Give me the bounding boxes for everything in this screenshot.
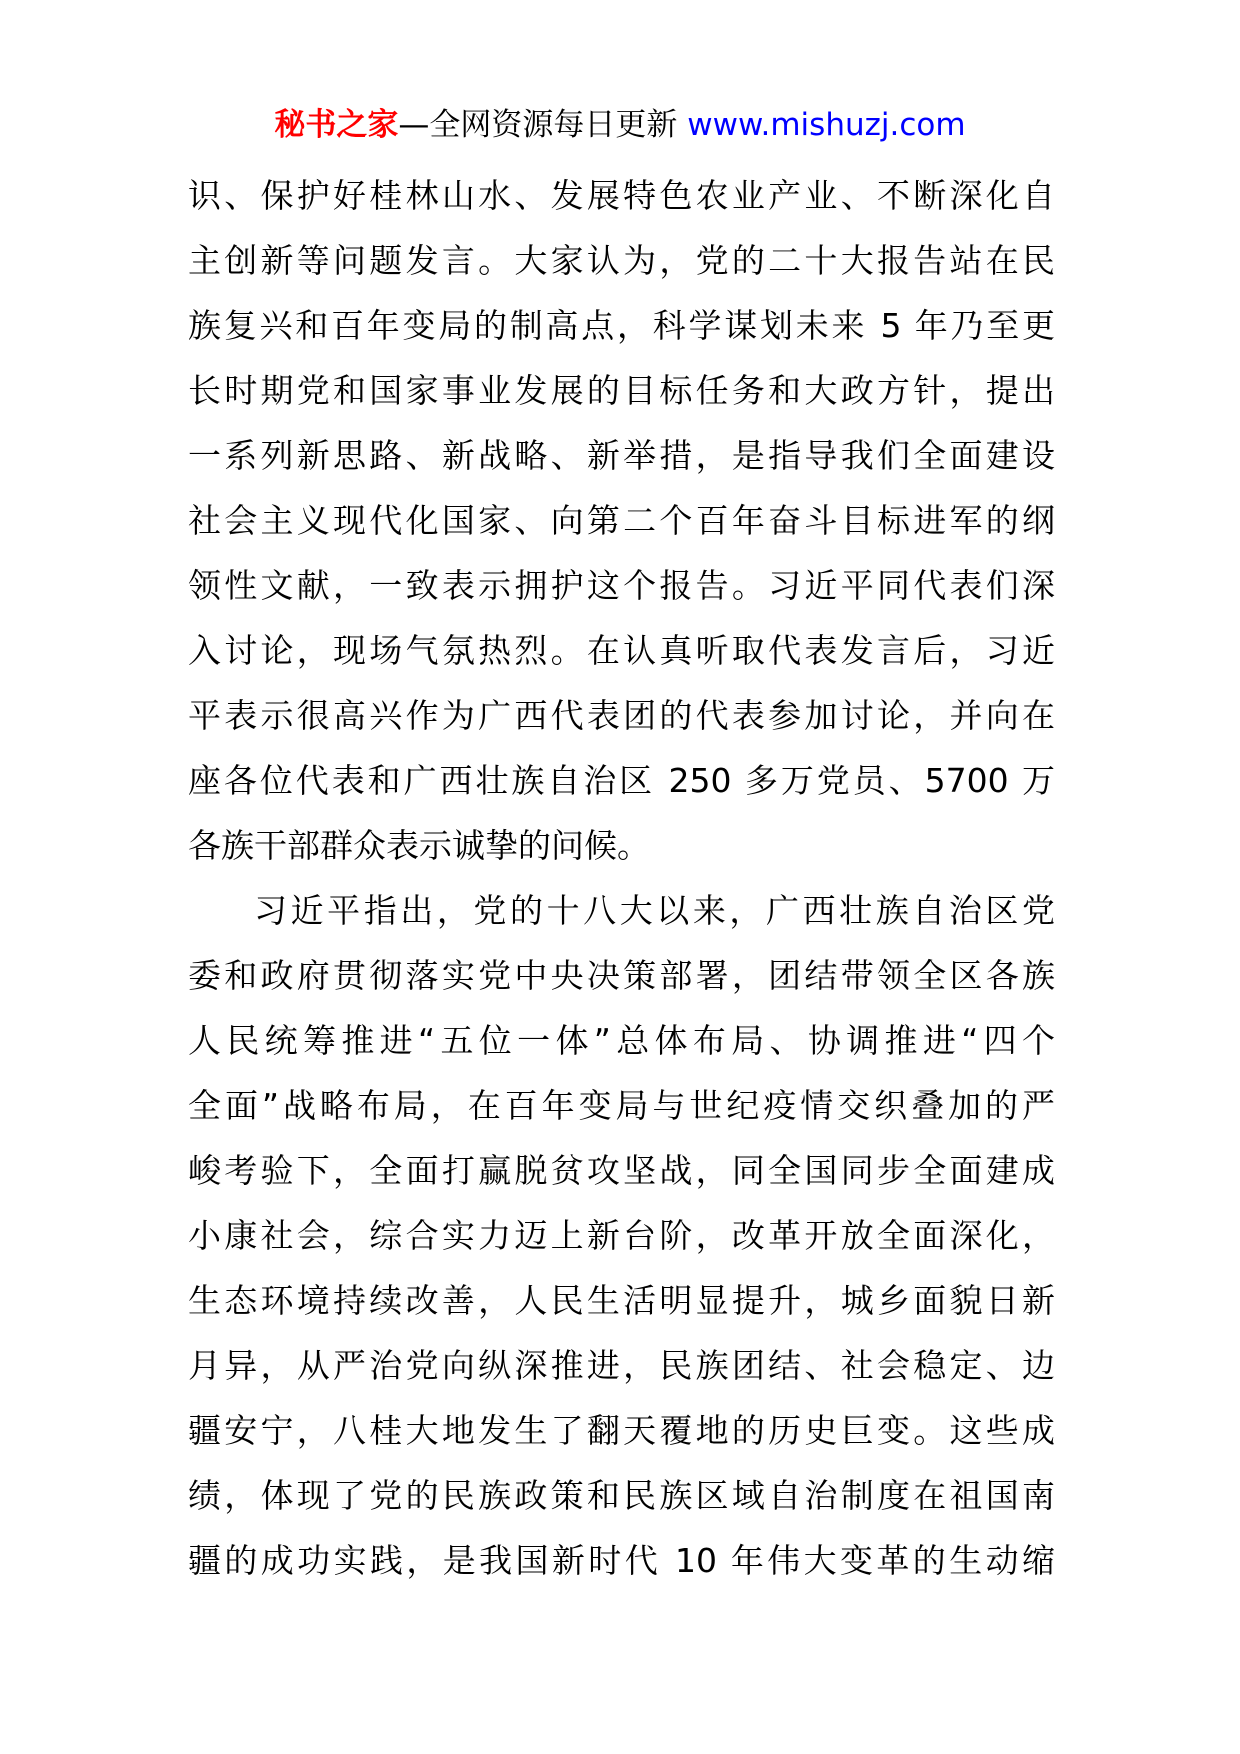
text-line: 疆的成功实践，是我国新时代 10 年伟大变革的生动缩 <box>188 1541 1055 1580</box>
text-line: 绩，体现了党的民族政策和民族区域自治制度在祖国南 <box>188 1476 1055 1515</box>
text-line: 社会主义现代化国家、向第二个百年奋斗目标进军的纲 <box>188 501 1055 540</box>
brand-name: 秘书之家 <box>274 107 399 143</box>
text-line: 月异，从严治党向纵深推进，民族团结、社会稳定、边 <box>188 1346 1055 1385</box>
text-line-paragraph-start: 习近平指出，党的十八大以来，广西壮族自治区党 <box>254 891 1055 930</box>
page-header <box>0 100 1240 150</box>
text-line: 入讨论，现场气氛热烈。在认真听取代表发言后，习近 <box>188 631 1055 670</box>
text-line-paragraph-end: 各族干部群众表示诚挚的问候。 <box>188 826 650 865</box>
text-line: 识、保护好桂林山水、发展特色农业产业、不断深化自 <box>188 176 1055 215</box>
text-line: 一系列新思路、新战略、新举措，是指导我们全面建设 <box>188 436 1055 475</box>
header-slogan: —全网资源每日更新 <box>398 107 678 143</box>
text-line: 平表示很高兴作为广西代表团的代表参加讨论，并向在 <box>188 696 1055 735</box>
text-line: 长时期党和国家事业发展的目标任务和大政方针，提出 <box>188 371 1055 410</box>
text-line: 全面”战略布局，在百年变局与世纪疫情交织叠加的严 <box>188 1086 1055 1125</box>
text-line: 峻考验下，全面打赢脱贫攻坚战，同全国同步全面建成 <box>188 1151 1055 1190</box>
text-line: 小康社会，综合实力迈上新台阶，改革开放全面深化， <box>188 1216 1055 1255</box>
text-line: 生态环境持续改善，人民生活明显提升，城乡面貌日新 <box>188 1281 1055 1320</box>
website-link[interactable]: www.mishuzj.com <box>687 107 966 143</box>
text-line: 委和政府贯彻落实党中央决策部署，团结带领全区各族 <box>188 956 1055 995</box>
text-line: 族复兴和百年变局的制高点，科学谋划未来 5 年乃至更 <box>188 306 1055 345</box>
text-line: 主创新等问题发言。大家认为，党的二十大报告站在民 <box>188 241 1055 280</box>
text-line: 领性文献，一致表示拥护这个报告。习近平同代表们深 <box>188 566 1055 605</box>
text-line: 人民统筹推进“五位一体”总体布局、协调推进“四个 <box>188 1021 1055 1060</box>
text-line: 座各位代表和广西壮族自治区 250 多万党员、5700 万 <box>188 761 1055 800</box>
document-body <box>188 163 1055 1593</box>
text-line: 疆安宁，八桂大地发生了翻天覆地的历史巨变。这些成 <box>188 1411 1055 1450</box>
